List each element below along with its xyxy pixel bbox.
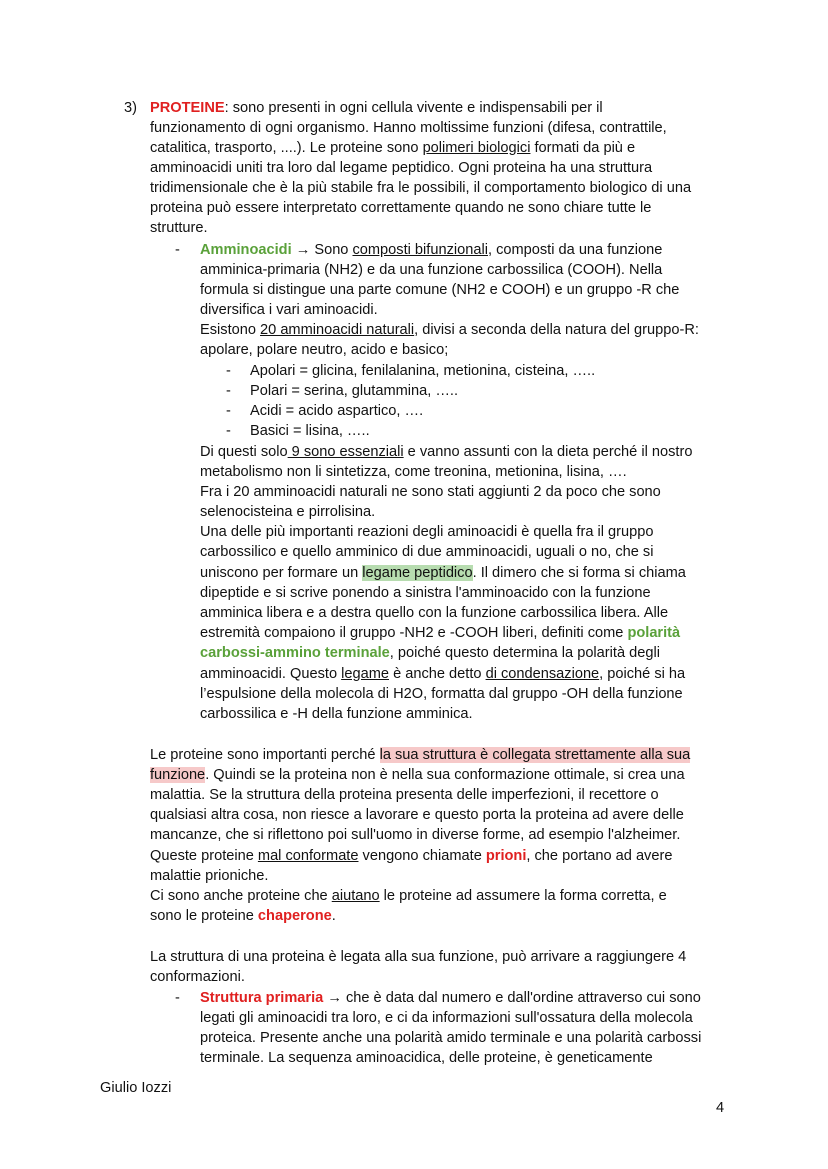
underlined-term: polimeri biologici (422, 140, 531, 156)
body-text: Di questi solo (200, 444, 288, 460)
sub-bullet-dash: - (226, 383, 231, 399)
amino-line-3: formula si distingue una parte comune (NH2 e COOH) e un gruppo -R che (200, 282, 680, 298)
intro-line-4: amminoacidi uniti tra loro dal legame peptidico. Ogni proteina ha una struttura (150, 160, 653, 176)
para2-line-4: qualsiasi altra cosa, non riesce a lavorare e questo porta la proteina ad avere delle (150, 807, 684, 823)
intro-text: : sono presenti in ogni cellula vivente e indispensabili per il (224, 100, 603, 116)
body-text: , poiché si ha (599, 666, 686, 682)
body-text: → che è data dal numero e dall'ordine attraverso cui sono (323, 990, 701, 1006)
body-text: , composti da una funzione (487, 242, 663, 258)
intro-line-5: tridimensionale che è la più stabile fra le possibili, il comportamento biologico di una (150, 180, 692, 196)
amino-line-4: diversifica i vari aminoacidi. (200, 302, 378, 318)
structure-line-4: terminale. La sequenza aminoacidica, delle proteine, è geneticamente (200, 1050, 653, 1066)
underlined-term: composti bifunzionali (352, 242, 488, 258)
para2-line-6 (150, 846, 672, 866)
essential-line-1 (200, 442, 692, 462)
body-text: , divisi a seconda della natura del gruppo-R: (414, 322, 699, 338)
intro-line-6: proteina può essere interpretato correttamente quando ne sono chiare tutte le (150, 200, 652, 216)
underlined-term: legame (341, 666, 390, 682)
intro-text: catalitica, trasporto, ....). Le proteine sono (150, 140, 423, 156)
underlined-term: 20 amminoacidi naturali (260, 322, 415, 338)
body-text: vengono chiamate (358, 848, 486, 864)
amino-line-1 (200, 240, 662, 260)
body-text: è anche detto (389, 666, 486, 682)
structure-line-3: proteica. Presente anche una polarità amido terminale e una polarità carbossi (200, 1030, 702, 1046)
added-line-1: Fra i 20 amminoacidi naturali ne sono stati aggiunti 2 da poco che sono (200, 484, 661, 500)
reaction-line-9: l’espulsione della molecola di H2O, formatta dal gruppo -OH della funzione (200, 686, 683, 702)
intro-line-2: funzionamento di ogni organismo. Hanno moltissime funzioni (difesa, contrattile, (150, 120, 667, 136)
added-line-2: selenocisteina e pirrolisina. (200, 504, 376, 520)
underlined-term: mal conformate (257, 848, 359, 864)
section-title: PROTEINE (150, 100, 225, 116)
underlined-term: di condensazione (485, 666, 600, 682)
sub-item-acidi: Acidi = acido aspartico, …. (250, 403, 424, 419)
body-text: . Quindi se la proteina non è nella sua conformazione ottimale, si crea una (205, 767, 685, 783)
bullet-dash: - (175, 242, 180, 258)
green-term: polarità (627, 625, 681, 641)
section-number: 3) (124, 100, 137, 116)
reaction-line-8 (200, 664, 685, 684)
red-term: chaperone (257, 908, 332, 924)
reaction-line-10: carbossilica e -H della funzione amminica. (200, 706, 473, 722)
body-text: Queste proteine (150, 848, 258, 864)
reaction-line-2: carbossilico e quello amminico di due amminoacidi, uguali o no, che si (200, 544, 654, 560)
para2-line-1 (150, 745, 690, 765)
body-text: sono le proteine (150, 908, 258, 924)
body-text: amminoacidi. Questo (200, 666, 342, 682)
para2-line-7: malattie prioniche. (150, 868, 269, 884)
red-term: prioni (485, 848, 527, 864)
body-text: Le proteine sono importanti perché (150, 747, 380, 763)
para2-line-3: malattia. Se la struttura della proteina presenta delle imperfezioni, il recettore o (150, 787, 659, 803)
body-text: . (331, 908, 336, 924)
sub-bullet-dash: - (226, 363, 231, 379)
essential-line-2: metabolismo non li sintetizza, come treonina, metionina, lisina, …. (200, 464, 627, 480)
underlined-term: aiutano (331, 888, 380, 904)
intro-line-3 (150, 138, 635, 158)
amino-line-6: apolare, polare neutro, acido e basico; (200, 342, 449, 358)
body-text: Ci sono anche proteine che (150, 888, 332, 904)
highlighted-sentence: la sua struttura è collegata strettamente alla sua (379, 747, 691, 763)
body-text: . Il dimero che si forma si chiama (472, 565, 686, 581)
section-heading-line (124, 98, 137, 118)
body-text: uniscono per formare un (200, 565, 363, 581)
sub-bullet-dash: - (226, 423, 231, 439)
body-text: estremità compaiono il gruppo -NH2 e -COOH liberi, definiti come (200, 625, 628, 641)
reaction-line-6 (200, 623, 680, 643)
intro-text: formati da più e (530, 140, 636, 156)
para2-line-8 (150, 886, 667, 906)
sub-item-polari: Polari = serina, glutammina, ….. (250, 383, 459, 399)
para2-line-9 (150, 906, 336, 926)
para2-line-2 (150, 765, 685, 785)
highlighted-sentence: funzione (150, 767, 206, 783)
sub-item-basici: Basici = lisina, ….. (250, 423, 370, 439)
sub-item-apolari: Apolari = glicina, fenilalanina, metionina, cisteina, ….. (250, 363, 596, 379)
structure-line-1 (200, 988, 701, 1008)
body-text: e vanno assunti con la dieta perché il nostro (403, 444, 693, 460)
highlighted-term: legame peptidico (362, 565, 473, 581)
body-text: , poiché questo determina la polarità degli (389, 645, 660, 661)
green-term: carbossi-ammino terminale (200, 645, 390, 661)
reaction-line-1: Una delle più importanti reazioni degli aminoacidi è quella fra il gruppo (200, 524, 654, 540)
reaction-line-5: amminica libera e a destra quello con la funzione carbossilica libera. Alle (200, 605, 669, 621)
body-text: Esistono (200, 322, 261, 338)
amino-line-2: amminica-primaria (NH2) e da una funzione carbossilica (COOH). Nella (200, 262, 663, 278)
sub-bullet-dash: - (226, 403, 231, 419)
reaction-line-4: dipeptide e si scrive ponendo a sinistra l'amminoacido con la funzione (200, 585, 651, 601)
para3-line-1: La struttura di una proteina è legata alla sua funzione, può arrivare a raggiungere 4 (150, 949, 687, 965)
bullet-dash: - (175, 990, 180, 1006)
underlined-term: 9 sono essenziali (287, 444, 404, 460)
footer-author: Giulio Iozzi (100, 1080, 172, 1096)
intro-line-7: strutture. (150, 220, 208, 236)
structure-title: Struttura primaria (200, 990, 324, 1006)
page-number: 4 (716, 1100, 725, 1116)
para3-line-2: conformazioni. (150, 969, 245, 985)
structure-line-2: legati gli aminoacidi tra loro, e ci da informazioni sull'ossatura della molecola (200, 1010, 693, 1026)
intro-line-1 (150, 98, 603, 118)
reaction-line-3 (200, 563, 686, 583)
reaction-line-7 (200, 643, 660, 663)
body-text: , che portano ad avere (526, 848, 673, 864)
body-text: → Sono (291, 242, 353, 258)
body-text: le proteine ad assumere la forma corretta, e (379, 888, 667, 904)
para2-line-5: mancanze, che si riflettono poi sull'uomo in diverse forme, ad esempio l'alzheimer. (150, 827, 681, 843)
amino-title: Amminoacidi (200, 242, 292, 258)
amino-line-5 (200, 320, 699, 340)
